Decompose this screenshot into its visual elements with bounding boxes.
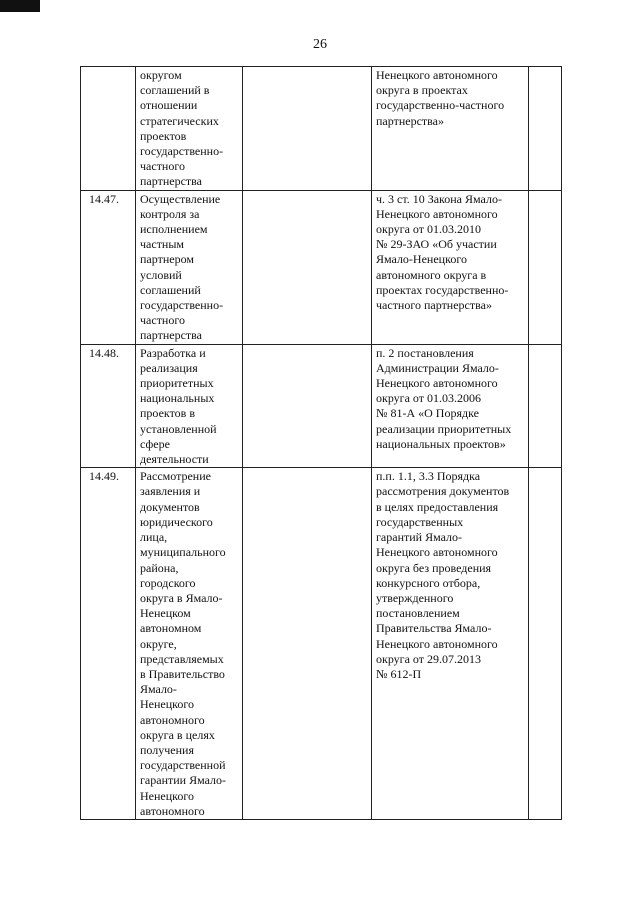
text-line: автономного округа в: [376, 267, 487, 282]
text-line: муниципального: [140, 545, 226, 560]
text-line: конкурсного отбора,: [376, 575, 481, 590]
document-table: [80, 66, 562, 820]
text-line: соглашений в: [140, 83, 210, 98]
page-number: 26: [313, 37, 327, 52]
text-line: Ненецком: [140, 606, 191, 621]
empty-cell: [243, 344, 372, 468]
legal-basis-cell: [372, 190, 529, 344]
text-line: соглашений: [140, 282, 201, 297]
text-line: условий: [140, 267, 182, 282]
text-line: партнерства»: [376, 113, 444, 128]
text-line: партнерства: [140, 174, 202, 189]
text-line: городского: [140, 575, 196, 590]
text-line: государственной: [140, 758, 226, 773]
text-line: частным: [140, 237, 185, 252]
legal-basis-cell: [372, 67, 529, 191]
text-line: округом: [140, 68, 182, 82]
text-line: проектов: [140, 128, 187, 143]
text-line: Ненецкого автономного: [376, 376, 498, 391]
text-line: округа от 01.03.2010: [376, 222, 482, 237]
item-number-cell: 14.47.: [81, 190, 136, 344]
text-line: приоритетных: [140, 376, 214, 391]
text-line: частного: [140, 313, 185, 328]
text-line: Ненецкого автономного: [376, 206, 498, 221]
text-line: национальных проектов»: [376, 436, 506, 451]
text-line: округа от 01.03.2006: [376, 391, 482, 406]
text-line: деятельности: [140, 452, 209, 467]
text-line: Администрации Ямало-: [376, 360, 499, 375]
empty-cell: [243, 67, 372, 191]
text-line: постановлением: [376, 606, 460, 621]
text-line: округа в проектах: [376, 83, 468, 98]
item-number-cell: 14.49.: [81, 468, 136, 820]
text-line: получения: [140, 742, 194, 757]
text-line: в Правительство: [140, 666, 225, 681]
text-line: округа без проведения: [376, 560, 492, 575]
text-line: реализация: [140, 360, 198, 375]
text-line: Ненецкого автономного: [376, 636, 498, 651]
text-line: национальных: [140, 391, 215, 406]
text-line: Ненецкого: [140, 788, 195, 803]
text-line: партнерства: [140, 328, 202, 343]
text-line: партнером: [140, 252, 194, 267]
text-line: отношении: [140, 98, 198, 113]
empty-cell: [243, 468, 372, 820]
empty-cell: [529, 190, 562, 344]
function-name-cell: [136, 67, 243, 191]
empty-cell: [529, 67, 562, 191]
empty-cell: [243, 190, 372, 344]
table-row: [81, 190, 562, 344]
text-line: утвержденного: [376, 590, 454, 605]
text-line: гарантий Ямало-: [376, 530, 463, 545]
legal-basis-cell: [372, 344, 529, 468]
text-line: Рассмотрение: [140, 469, 211, 484]
text-line: представляемых: [140, 651, 224, 666]
text-line: Ямало-Ненецкого: [376, 252, 467, 267]
text-line: Ямало-: [140, 682, 177, 697]
empty-cell: [529, 344, 562, 468]
text-line: округе,: [140, 636, 177, 651]
text-line: № 81-А «О Порядке: [376, 406, 479, 421]
text-line: ч. 3 ст. 10 Закона Ямало-: [376, 191, 502, 206]
text-line: Ненецкого: [140, 697, 195, 712]
scan-corner-mark: [0, 0, 40, 12]
legal-basis-cell: [372, 468, 529, 820]
text-line: рассмотрения документов: [376, 484, 510, 499]
function-name-cell: [136, 468, 243, 820]
table-row: [81, 67, 562, 191]
text-line: Ненецкого автономного: [376, 68, 498, 82]
text-line: автономном: [140, 621, 202, 636]
text-line: государственных: [376, 514, 464, 529]
text-line: автономного: [140, 803, 205, 818]
text-line: государственно-: [140, 144, 224, 159]
text-line: юридического: [140, 514, 213, 529]
text-line: округа в целях: [140, 727, 215, 742]
text-line: округа от 29.07.2013: [376, 651, 482, 666]
text-line: контроля за: [140, 206, 200, 221]
item-number-cell: [81, 67, 136, 191]
text-line: исполнением: [140, 222, 208, 237]
text-line: государственно-частного: [376, 98, 505, 113]
function-name-cell: [136, 344, 243, 468]
text-line: установленной: [140, 421, 217, 436]
text-line: реализации приоритетных: [376, 421, 512, 436]
table-row: [81, 344, 562, 468]
text-line: округа в Ямало-: [140, 590, 223, 605]
text-line: частного партнерства»: [376, 298, 492, 313]
text-line: частного: [140, 159, 185, 174]
text-line: гарантии Ямало-: [140, 773, 227, 788]
item-number-cell: 14.48.: [81, 344, 136, 468]
function-name-cell: [136, 190, 243, 344]
text-line: Правительства Ямало-: [376, 621, 492, 636]
text-line: стратегических: [140, 113, 219, 128]
text-line: района,: [140, 560, 179, 575]
table-body: [81, 67, 562, 820]
text-line: автономного: [140, 712, 205, 727]
text-line: № 29-ЗАО «Об участии: [376, 237, 497, 252]
text-line: сфере: [140, 436, 170, 451]
text-line: № 612-П: [376, 666, 422, 681]
text-line: в целях предоставления: [376, 499, 499, 514]
text-line: проектов в: [140, 406, 195, 421]
text-line: п. 2 постановления: [376, 345, 474, 360]
table-row: [81, 468, 562, 820]
text-line: заявления и: [140, 484, 201, 499]
text-line: п.п. 1.1, 3.3 Порядка: [376, 469, 481, 484]
text-line: Ненецкого автономного: [376, 545, 498, 560]
empty-cell: [529, 468, 562, 820]
text-line: Разработка и: [140, 345, 206, 360]
text-line: Осуществление: [140, 191, 221, 206]
text-line: государственно-: [140, 298, 224, 313]
text-line: документов: [140, 499, 200, 514]
text-line: лица,: [140, 530, 168, 545]
text-line: проектах государственно-: [376, 282, 509, 297]
